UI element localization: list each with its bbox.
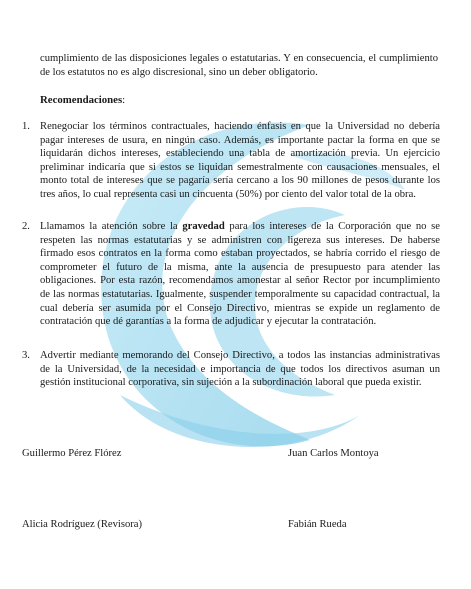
signature-name-4: Fabián Rueda — [288, 519, 347, 530]
item-number-2: 2. — [22, 221, 30, 232]
item-number-3: 3. — [22, 350, 30, 361]
item-number-1: 1. — [22, 121, 30, 132]
recommendation-item-1: Renegociar los términos contractuales, haciendo énfasis en que la Universidad no debería pagar intereses de usura, en ningún caso. Además, es importante pactar la forma en que se liquidarán dichos intereses, estableciendo una tabla de amortización previa. Un ejercicio preliminar indicaría que si estos se liquidan semestralmente con causaciones mensuales, el monto total de intereses que se pagaría sería cercano a los 90 millones de pesos durante los tres años, lo cual representa casi un cincuenta (50%) por ciento del valor total de la obra. — [40, 121, 440, 200]
intro-paragraph: cumplimiento de las disposiciones legales o estatutarias. Y en consecuencia, el cumplimiento de los estatutos no es algo discresional, sino un deber obligatorio. — [40, 53, 438, 78]
signature-name-3: Alicia Rodríguez (Revisora) — [22, 519, 143, 530]
section-heading-colon: : — [122, 94, 126, 106]
section-heading — [40, 94, 125, 106]
signature-name-2: Juan Carlos Montoya — [288, 448, 379, 459]
recommendation-item-2 — [40, 220, 440, 329]
item-2-text-after: para los intereses de la Corporación que no se respeten las normas estatutarias y se administren con ligereza sus intereses. De haberse firmado esos contratos en la forma como estaban proyectados, se habría corrido el riesgo de comprometer el futuro de la misma, ante la ausencia de presupuesto para atender las obligaciones. Por esta razón, recomendamos amonestar al señor Rector por incumplimiento de las normas estatutarias. Igualmente, suspender temporalmente su capacidad contractual, la cual debería ser asumida por el Consejo Directivo, mientras se expide un reglamento de contratación que dé garantías a la forma de adjudicar y ejecutar la contratación. — [40, 221, 440, 328]
item-2-emphasis: gravedad — [182, 221, 225, 232]
item-2-text-before: Llamamos la atención sobre la — [40, 221, 183, 232]
section-heading-text: Recomendaciones — [40, 94, 123, 106]
signature-name-1: Guillermo Pérez Flórez — [22, 448, 122, 459]
recommendation-item-3: Advertir mediante memorando del Consejo Directivo, a todos las instancias administrativas de la Universidad, de la necesidad e importancia de que todos los directivos asuman un gestión institucional corporativa, sin sujeción a la subordinación laboral que pueda existir. — [40, 350, 440, 389]
